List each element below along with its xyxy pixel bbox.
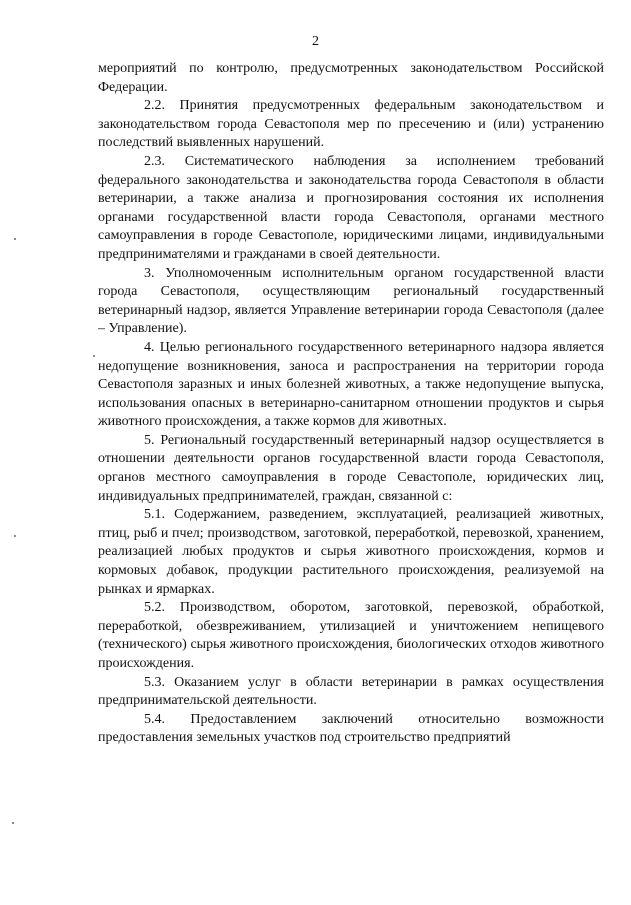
page-number: 2	[312, 34, 319, 49]
scan-speck	[93, 355, 95, 357]
scan-speck	[14, 238, 16, 240]
document-body	[98, 60, 604, 748]
paragraph-5-2: 5.2. Производством, оборотом, заготовкой, перевозкой, обработкой, переработкой, обезвреживанием, утилизацией и уничтожением непищевого (технического) сырья животного происхождения, биологических отходов животного происхождения.	[98, 600, 604, 671]
scan-speck	[14, 535, 16, 537]
paragraph-3: 3. Уполномоченным исполнительным органом государственной власти города Севастополя, осуществляющим региональный государственный ветеринарный надзор, является Управление ветеринарии города Севастополя (далее – Управление).	[98, 265, 604, 337]
paragraph-5-3: 5.3. Оказанием услуг в области ветеринарии в рамках осуществления предпринимательской деятельности.	[98, 674, 604, 709]
paragraph-5-1: 5.1. Содержанием, разведением, эксплуатацией, реализацией животных, птиц, рыб и пчел; производством, заготовкой, переработкой, перевозкой, хранением, реализацией любых продуктов и сырья животного происхождения, кормов и кормовых добавок, продукции растительного происхождения, реализуемой на рынках и ярмарках.	[98, 507, 604, 597]
scan-speck	[12, 822, 14, 824]
paragraph-4: 4. Целью регионального государственного ветеринарного надзора является недопущение возникновения, заноса и распространения на территории города Севастополя заразных и иных болезней животных, а также недопущение выпуска, использования опасных в ветеринарно-санитарном отношении продуктов и сырья животного происхождения, а также кормов для животных.	[98, 339, 604, 430]
paragraph-5: 5. Региональный государственный ветеринарный надзор осуществляется в отношении деятельности органов государственной власти города Севастополя, органов местного самоуправления в городе Севастополе, юридических лиц, индивидуальных предпринимателей, граждан, связанной с:	[98, 432, 604, 504]
paragraph-2-2: 2.2. Принятия предусмотренных федеральным законодательством и законодательством города Севастополя мер по пресечению и (или) устранению последствий выявленных нарушений.	[98, 98, 604, 151]
paragraph-2-3: 2.3. Систематического наблюдения за исполнением требований федерального законодательства и законодательства города Севастополя в области ветеринарии, а также анализа и прогнозирования состояния их исполнения органами государственной власти города Севастополя, органами местного самоуправления в городе Севастополе, юридическими лицами, индивидуальными предпринимателями и гражданами в своей деятельности.	[98, 153, 604, 262]
paragraph-5-4: 5.4. Предоставлением заключений относительно возможности предоставления земельных участков под строительство предприятий	[98, 711, 604, 746]
paragraph-continuation: мероприятий по контролю, предусмотренных законодательством Российской Федерации.	[98, 61, 604, 95]
